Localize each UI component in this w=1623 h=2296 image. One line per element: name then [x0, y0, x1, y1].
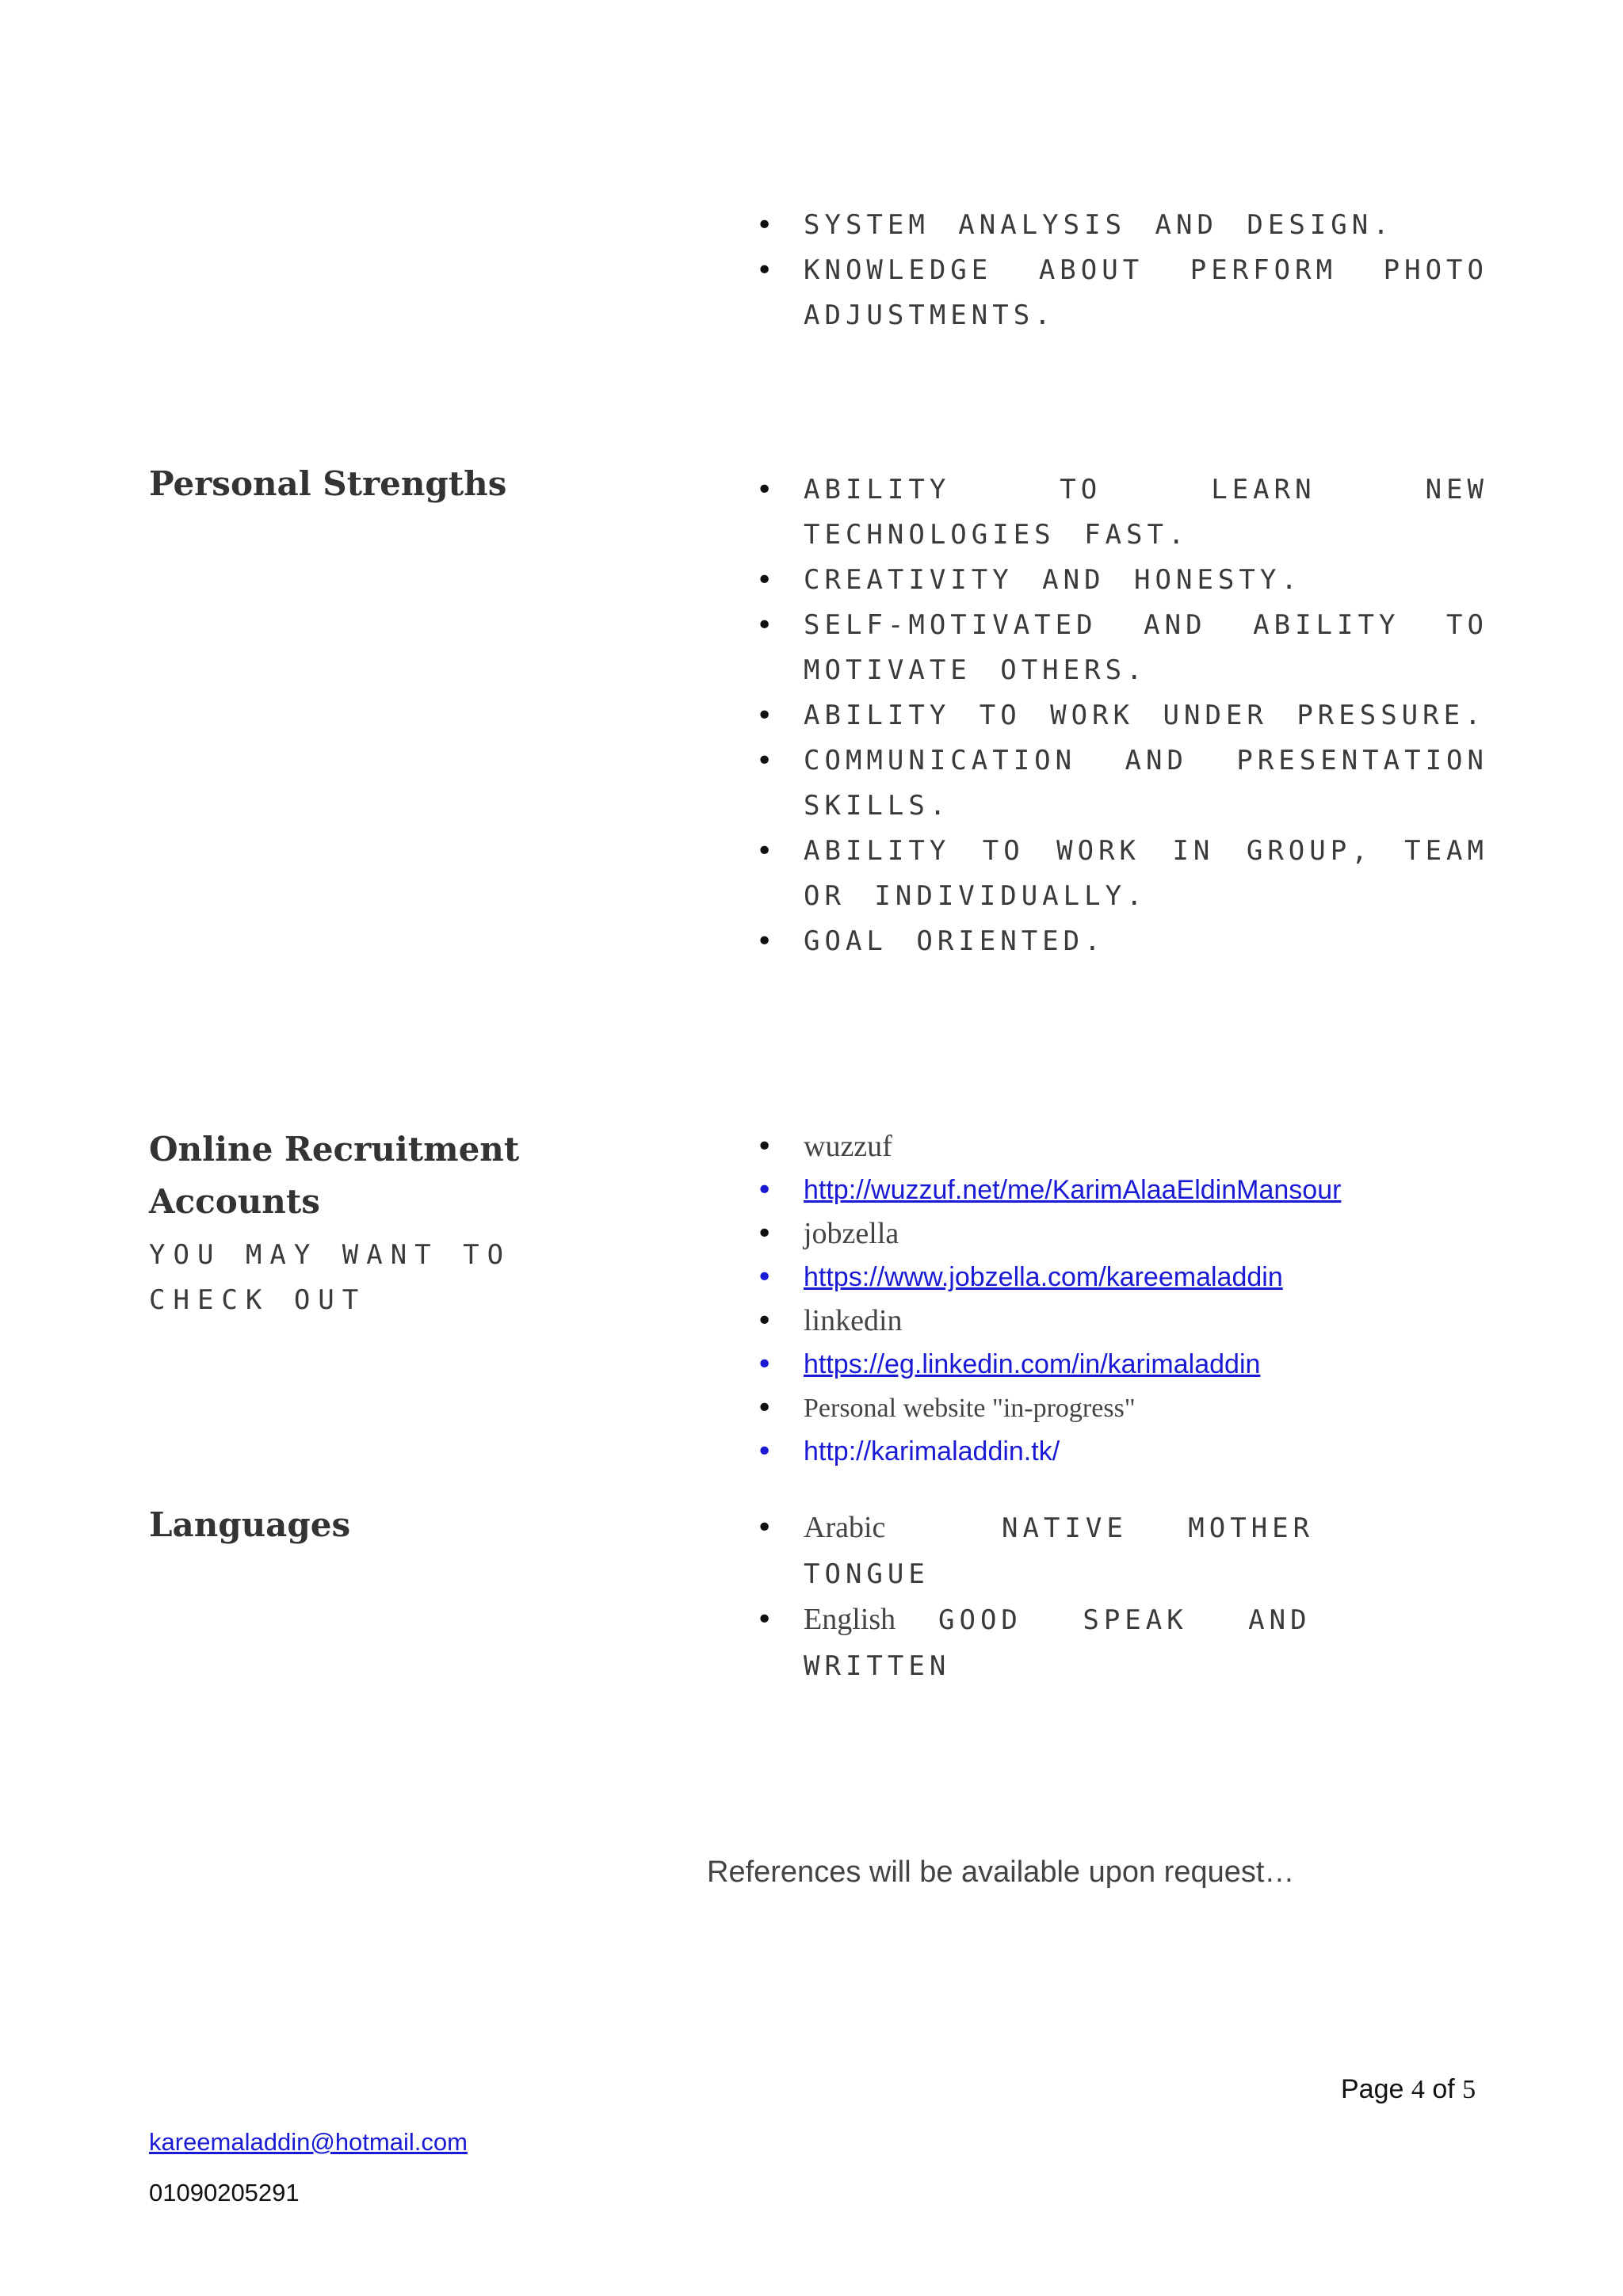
bullet-icon: • [756, 474, 778, 506]
bullet-icon: • [756, 835, 778, 868]
bullet-icon: • [756, 1131, 773, 1163]
list-item [751, 1343, 1488, 1386]
bullet-icon: • [756, 745, 778, 777]
jobzella-link[interactable]: https://www.jobzella.com/kareemaladdin [804, 1262, 1283, 1292]
section-heading-languages: Languages [149, 1505, 351, 1544]
phone-number: 01090205291 [149, 2179, 300, 2206]
list-item: • jobzella [751, 1212, 1488, 1256]
bullet-icon: • [756, 609, 778, 642]
list-item: • SELF-MOTIVATED AND ABILITY TO MOTIVATE OTHERS. [751, 603, 1488, 693]
languages-list [751, 1505, 1488, 1689]
list-item [751, 1169, 1488, 1212]
section-heading-strengths: Personal Strengths [149, 464, 507, 503]
bullet-icon: • [756, 1218, 773, 1250]
list-item: • COMMUNICATION AND PRESENTATION SKILLS. [751, 738, 1488, 829]
list-item [751, 1505, 1488, 1597]
language-name: Arabic [804, 1511, 886, 1544]
list-item: • SYSTEM ANALYSIS AND DESIGN. [751, 203, 1488, 248]
language-level: GOOD SPEAK AND WRITTEN [804, 1604, 1312, 1682]
list-item: • linkedin [751, 1299, 1488, 1343]
list-item: • GOAL ORIENTED. [751, 919, 1488, 964]
strengths-list [751, 467, 1488, 964]
bullet-icon: • [756, 1392, 773, 1425]
list-item [751, 1256, 1488, 1299]
list-item: • ABILITY TO WORK UNDER PRESSURE. [751, 693, 1488, 738]
bullet-icon: • [756, 209, 778, 242]
language-level: NATIVE MOTHER TONGUE [804, 1512, 1315, 1590]
skills-list [751, 203, 1488, 338]
bullet-icon: • [756, 700, 778, 732]
list-item: • KNOWLEDGE ABOUT PERFORM PHOTO ADJUSTMENTS. [751, 248, 1488, 338]
list-item [751, 1597, 1488, 1689]
bullet-icon: • [756, 1348, 773, 1381]
list-item [751, 1430, 1488, 1474]
accounts-subheading: YOU MAY WANT TO CHECK OUT [149, 1239, 512, 1316]
email-link[interactable]: kareemaladdin@hotmail.com [149, 2128, 468, 2156]
list-item: • ABILITY TO LEARN NEW TECHNOLOGIES FAST. [751, 467, 1488, 558]
bullet-icon: • [756, 1512, 773, 1544]
references-note: References will be available upon request… [707, 1855, 1295, 1889]
list-item: • wuzzuf [751, 1125, 1488, 1169]
bullet-icon: • [756, 1305, 773, 1337]
page-number: Page 4 of 5 [1341, 2074, 1476, 2104]
bullet-icon: • [756, 254, 778, 287]
language-name: English [804, 1603, 896, 1636]
list-item: • ABILITY TO WORK IN GROUP, TEAM OR INDIVIDUALLY. [751, 829, 1488, 919]
bullet-icon: • [756, 925, 778, 958]
accounts-list [751, 1125, 1488, 1474]
bullet-icon: • [756, 1436, 773, 1468]
wuzzuf-link[interactable]: http://wuzzuf.net/me/KarimAlaaEldinMansour [804, 1175, 1342, 1205]
personal-website-link[interactable]: http://karimaladdin.tk/ [804, 1436, 1060, 1466]
list-item: • Personal website "in-progress" [751, 1386, 1488, 1430]
bullet-icon: • [756, 1174, 773, 1207]
bullet-icon: • [756, 1604, 773, 1636]
section-heading-accounts: Online Recruitment Accounts [149, 1130, 520, 1221]
linkedin-link[interactable]: https://eg.linkedin.com/in/karimaladdin [804, 1349, 1261, 1379]
bullet-icon: • [756, 1261, 773, 1294]
list-item: • CREATIVITY AND HONESTY. [751, 558, 1488, 603]
bullet-icon: • [756, 564, 778, 597]
